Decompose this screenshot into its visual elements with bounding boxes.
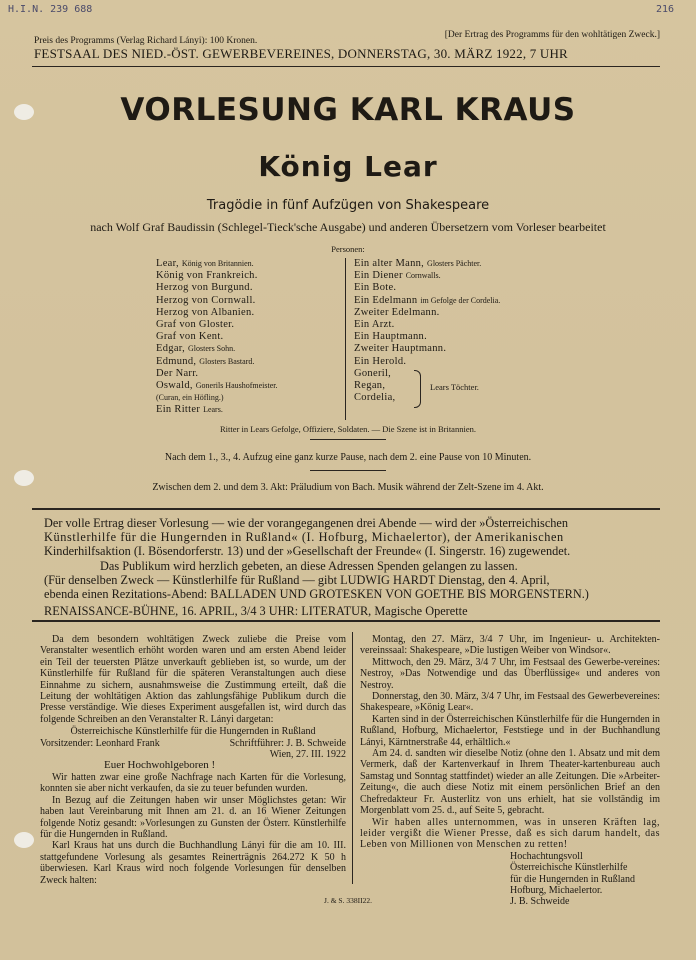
play-title: König Lear <box>258 150 438 183</box>
paragraph: Wir hatten zwar eine große Nachfrage nach Karten für die Vorlesung, konnten sie aber nicht verkaufen, da sie zu teuer befunden wurden. <box>40 771 346 795</box>
translation-line: nach Wolf Graf Baudissin (Schlegel-Tieck'sche Ausgabe) und anderen Übersetzern vom Vorleser bearbeitet <box>90 220 606 234</box>
cast-entry: Oswald, Gonerils Haushofmeister. <box>156 380 278 392</box>
paragraph: Mittwoch, den 29. März, 3/4 7 Uhr, im Festsaal des Gewerbe-vereines: Nestroy, »Das Notwendige und das Überflüssige« und anderes von Nestroy. <box>360 656 660 691</box>
cast-entry: (Curan, ein Höfling.) <box>156 393 224 403</box>
cast-entry: Ein Arzt. <box>354 319 395 331</box>
cast-entry: Ein Diener Cornwalls. <box>354 270 441 282</box>
punch-hole <box>14 832 34 848</box>
cast-entry: Der Narr. <box>156 367 199 379</box>
cast-entry: Graf von Kent. <box>156 331 224 343</box>
signature-line: Österreichische Künstlerhilfe <box>510 862 628 874</box>
page-number-stamp: 216 <box>656 4 675 15</box>
divider <box>310 439 386 440</box>
proceeds-line: [Der Ertrag des Programms für den wohltätigen Zweck.] <box>444 30 660 40</box>
paragraph: Montag, den 27. März, 3/4 7 Uhr, im Ingenieur- u. Architekten-vereinssaal: Shakespeare, »Die lustigen Weiber von Windsor«. <box>360 634 660 657</box>
salutation: Euer Hochwohlgeboren ! <box>104 759 216 772</box>
printer-mark: J. & S. 338II22. <box>324 896 372 905</box>
cast-footer: Ritter in Lears Gefolge, Offiziere, Soldaten. — Die Szene ist in Britannien. <box>220 424 476 434</box>
chair: Vorsitzender: Leonhard Frank <box>40 737 160 749</box>
cast-entry: Zweiter Edelmann. <box>354 306 440 318</box>
pause-info: Nach dem 1., 3., 4. Aufzug eine ganz kurze Pause, nach dem 2. eine Pause von 10 Minuten. <box>164 452 532 463</box>
paragraph: Am 24. d. sandten wir dieselbe Notiz (ohne den 1. Absatz und mit dem Vermerk, daß der Kartenverkauf in Ihrem Theater-kartenbureau auch Samstag und Sonntag stattfindet) wieder an alle Zeitungen. Die »Arbeiter-Zeitung«, die auch diese Notiz mit einem persönlichen Brief an den Chefredakteur Fr. Austerlitz von uns erhielt, hat sie vollständig im Morgenblatt vom 25. d., auf Seite 5, gebracht. <box>360 748 660 817</box>
cast-entry: Ein Ritter Lears. <box>156 404 223 416</box>
venue-line: FESTSAAL DES NIED.-ÖST. GEWERBEVEREINES, DONNERSTAG, 30. MÄRZ 1922, 7 UHR <box>34 46 568 61</box>
paragraph: Wir haben alles unternommen, was in unseren Kräften lag, leider vergißt die Wiener Presse, daß es sich darum handelt, das Leben von Millionen von Menschen zu retten! <box>360 816 660 851</box>
secretary: Schriftführer: J. B. Schweide <box>229 737 346 749</box>
cast-entry: Graf von Gloster. <box>156 319 235 331</box>
cast-entry: Regan, <box>354 380 386 392</box>
paragraph: Da dem besondern wohltätigen Zweck zuliebe die Preise vom Veranstalter wesentlich erhöht worden waren und am ersten Abend leider ein Teil der teuersten Plätze unverkauft geblieben ist, so wurde, um der Künstlerhilfe für Rußland für die späteren Veranstaltungen auch diese Einnahme zu sichern, ausnahmsweise die Zustimmung erteilt, daß die Leitung der wohltätigen Aktion das zahlungsfähige Publikum durch die Presse verständige. Wie dieses Experiment ausgefallen ist, wird durch das folgende Schreiben an den Veranstalter R. Lányi dargetan: <box>40 634 346 725</box>
paragraph: Karten sind in der Österreichischen Künstlerhilfe für die Hungernden in Rußland, Hofburg, Michaelertor, Feststiege und in der Buchhandlung Lányi, Kärntnerstraße 44, erhältlich.« <box>360 713 660 748</box>
column-divider <box>352 632 353 884</box>
daughters-note: Lears Töchter. <box>430 382 479 392</box>
cast-entry: Zweiter Hauptmann. <box>354 343 447 355</box>
play-subtitle: Tragödie in fünf Aufzügen von Shakespeare <box>206 198 490 213</box>
cast-entry: Herzog von Cornwall. <box>156 294 256 306</box>
cast-entry: Ein Herold. <box>354 355 407 367</box>
divider <box>32 508 660 510</box>
notice-line: RENAISSANCE-BÜHNE, 16. APRIL, 3/4 3 UHR: LITERATUR, Magische Operette <box>44 604 468 619</box>
divider <box>310 470 386 471</box>
signature-name: J. B. Schweide <box>510 896 570 908</box>
charity-notice <box>44 516 664 618</box>
notice-line: Künstlerhilfe für die Hungernden in Rußland« (I. Hofburg, Michaelertor), der Amerikanischen <box>44 530 564 545</box>
letter-column-left <box>40 634 346 886</box>
cast-entry: Herzog von Burgund. <box>156 282 253 294</box>
notice-line: (Für denselben Zweck — Künstlerhilfe für Rußland — gibt LUDWIG HARDT Dienstag, den 4. April, <box>44 572 550 587</box>
divider <box>32 66 660 67</box>
divider <box>32 620 660 622</box>
cast-entry: Lear, König von Britannien. <box>156 258 254 269</box>
notice-line: Das Publikum wird herzlich gebeten, an diese Adressen Spenden gelangen zu lassen. <box>100 558 518 573</box>
cast-entry: Goneril, <box>354 367 392 379</box>
notice-line: ebenda einen Rezitations-Abend: BALLADEN UND GROTESKEN VON GOETHE BIS MORGENSTERN.) <box>44 587 589 602</box>
letter-column-right <box>360 634 660 908</box>
daughters-brace <box>414 370 421 408</box>
org-officers <box>40 738 346 749</box>
archive-stamp: H.I.N. 239 688 <box>8 4 93 15</box>
cast-entry: Edmund, Glosters Bastard. <box>156 355 255 367</box>
cast-entry: Ein Edelmann im Gefolge der Cordelia. <box>354 294 501 306</box>
letter-date: Wien, 27. III. 1922 <box>269 749 346 761</box>
page-title: VORLESUNG KARL KRAUS <box>120 92 576 128</box>
paragraph: In Bezug auf die Zeitungen haben wir unser Möglichstes getan: Wir haben laut Vereinbarung mit Ihnen am 21. d. an 16 Wiener Zeitungen folgende Notiz gesandt: »Vorlesungen zu Gunsten der Österr. Künstlerhilfe für die Hungernden in Rußland. <box>40 794 346 840</box>
cast-divider <box>345 258 346 420</box>
closing: Hochachtungsvoll <box>510 850 583 862</box>
cast-entry: Ein Bote. <box>354 282 397 294</box>
paragraph: Donnerstag, den 30. März, 3/4 7 Uhr, im Festsaal des Gewerbevereines: Shakespeare, »König Lear«. <box>360 691 660 714</box>
cast-entry: Ein alter Mann, Glosters Pächter. <box>354 258 482 269</box>
music-info: Zwischen dem 2. und dem 3. Akt: Präludium von Bach. Musik während der Zelt-Szene im 4. Akt. <box>152 482 544 493</box>
notice-line: Der volle Ertrag dieser Vorlesung — wie der vorangegangenen drei Abende — wird der »Österreichischen <box>44 516 569 530</box>
price-line: Preis des Programms (Verlag Richard Lányi): 100 Kronen. <box>34 36 258 46</box>
org-name: Österreichische Künstlerhilfe für die Hungernden in Rußland <box>70 726 316 738</box>
notice-line: Kinderhilfsaktion (I. Bösendorferstr. 13) und der »Gesellschaft der Freunde« (I. Singerstr. 16) zugewendet. <box>44 544 571 559</box>
cast-entry: Herzog von Albanien. <box>156 306 255 318</box>
cast-entry: Ein Hauptmann. <box>354 331 428 343</box>
cast-entry: König von Frankreich. <box>156 270 258 282</box>
cast-heading: Personen: <box>331 244 365 254</box>
paragraph: Karl Kraus hat uns durch die Buchhandlung Lányi für die am 10. III. stattgefundene Vorlesung als gesamtes Reinerträgnis 264.272 K 50 h überwiesen. Karl Kraus wird noch folgende Vorlesungen für denselben Zweck halten: <box>40 840 346 886</box>
cast-list-left <box>156 258 278 417</box>
cast-entry: Edgar, Glosters Sohn. <box>156 343 236 355</box>
signature-line: für die Hungernden in Rußland <box>510 873 635 885</box>
signature-line: Hofburg, Michaelertor. <box>510 884 603 896</box>
cast-entry: Cordelia, <box>354 392 396 404</box>
